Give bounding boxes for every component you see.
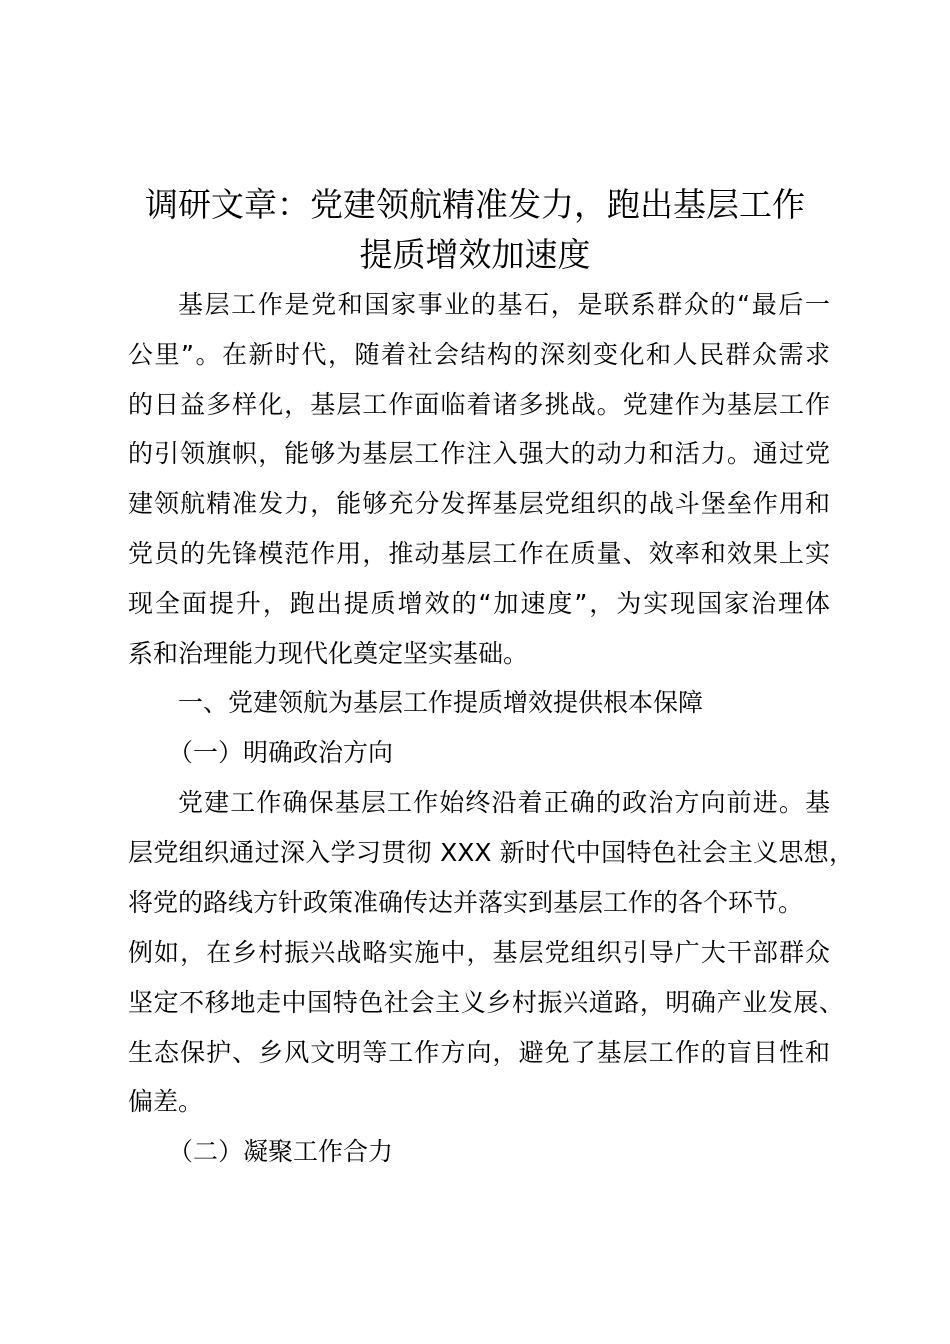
paragraph-line: 例如，在乡村振兴战略实施中，基层党组织引导广大干部群众 — [128, 938, 830, 967]
subsection-heading: （二）凝聚工作合力 — [168, 1137, 394, 1166]
paragraph-line: 生态保护、乡风文明等工作方向，避免了基层工作的盲目性和 — [128, 1038, 830, 1067]
section-heading: 一、党建领航为基层工作提质增效提供根本保障 — [178, 688, 704, 717]
paragraph-line: 党员的先锋模范作用，推动基层工作在质量、效率和效果上实 — [128, 539, 830, 568]
document-title-line-1: 调研文章：党建领航精准发力，跑出基层工作 — [145, 185, 805, 224]
paragraph-line: 偏差。 — [128, 1087, 204, 1116]
paragraph-line: 系和治理能力现代化奠定坚实基础。 — [128, 639, 529, 668]
paragraph-line: 公里”。在新时代，随着社会结构的深刻变化和人民群众需求 — [128, 340, 830, 369]
paragraph-line: 坚定不移地走中国特色社会主义乡村振兴道路，明确产业发展、 — [128, 988, 844, 1017]
subsection-heading: （一）明确政治方向 — [168, 738, 394, 767]
document-title-line-2: 提质增效加速度 — [359, 235, 591, 274]
paragraph-line: 的日益多样化，基层工作面临着诸多挑战。党建作为基层工作 — [128, 390, 830, 419]
paragraph-line: 的引领旗帜，能够为基层工作注入强大的动力和活力。通过党 — [128, 439, 830, 468]
paragraph-line: 现全面提升，跑出提质增效的“加速度”，为实现国家治理体 — [128, 589, 830, 618]
paragraph-line: 基层工作是党和国家事业的基石，是联系群众的“最后一 — [178, 290, 830, 319]
paragraph-line: 将党的路线方针政策准确传达并落实到基层工作的各个环节。 — [128, 888, 804, 917]
paragraph-line: 层党组织通过深入学习贯彻 XXX 新时代中国特色社会主义思想， — [128, 838, 854, 867]
paragraph-line: 建领航精准发力，能够充分发挥基层党组织的战斗堡垒作用和 — [128, 489, 830, 518]
paragraph-line: 党建工作确保基层工作始终沿着正确的政治方向前进。基 — [178, 788, 830, 817]
